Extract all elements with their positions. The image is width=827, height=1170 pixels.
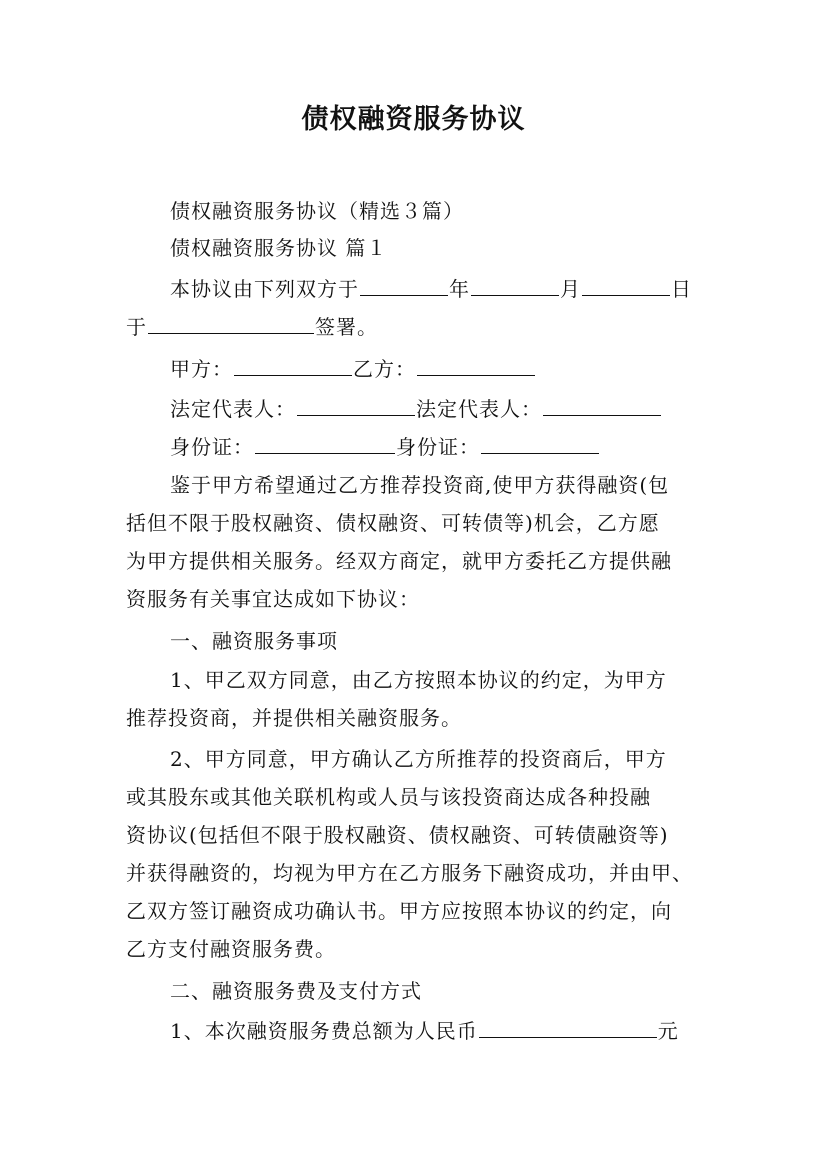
paragraph-line: 为甲方提供相关服务。经双方商定，就甲方委托乙方提供融 bbox=[126, 549, 672, 573]
intro-line bbox=[170, 271, 692, 307]
legal-rep-a-blank[interactable] bbox=[297, 393, 415, 416]
paragraph-line: 推荐投资商，并提供相关融资服务。 bbox=[126, 706, 462, 730]
month-label: 月 bbox=[560, 277, 581, 301]
section-heading-2: 二、融资服务费及支付方式 bbox=[170, 979, 422, 1003]
year-label: 年 bbox=[449, 277, 470, 301]
intro-line-2 bbox=[126, 309, 378, 345]
location-prefix: 于 bbox=[126, 315, 147, 339]
section-heading-1: 一、融资服务事项 bbox=[170, 629, 338, 653]
paragraph-line: 乙方支付融资服务费。 bbox=[126, 937, 336, 961]
fee-text: 1、本次融资服务费总额为人民币 bbox=[170, 1019, 478, 1043]
day-blank[interactable] bbox=[582, 273, 670, 296]
parties-line bbox=[170, 351, 536, 387]
id-card-b-label: 身份证： bbox=[396, 435, 480, 459]
signed-text: 签署。 bbox=[315, 315, 378, 339]
paragraph-line: 括但不限于股权融资、债权融资、可转债等)机会，乙方愿 bbox=[126, 511, 660, 535]
id-card-line bbox=[170, 429, 600, 465]
location-blank[interactable] bbox=[148, 311, 314, 334]
legal-rep-a-label: 法定代表人： bbox=[170, 397, 296, 421]
paragraph-line: 资协议(包括但不限于股权融资、债权融资、可转债融资等) bbox=[126, 823, 669, 847]
id-card-b-blank[interactable] bbox=[481, 431, 599, 454]
paragraph-line: 1、甲乙双方同意，由乙方按照本协议的约定，为甲方 bbox=[170, 668, 667, 692]
party-a-blank[interactable] bbox=[234, 353, 352, 376]
paragraph-line: 资服务有关事宜达成如下协议： bbox=[126, 587, 420, 611]
intro-text: 本协议由下列双方于 bbox=[170, 277, 359, 301]
paragraph-line: 鉴于甲方希望通过乙方推荐投资商,使甲方获得融资(包 bbox=[170, 473, 670, 497]
document-title: 债权融资服务协议 bbox=[301, 104, 526, 135]
legal-rep-b-blank[interactable] bbox=[543, 393, 661, 416]
legal-rep-b-label: 法定代表人： bbox=[416, 397, 542, 421]
party-b-blank[interactable] bbox=[417, 353, 535, 376]
legal-rep-line bbox=[170, 391, 662, 427]
section-heading: 债权融资服务协议 篇１ bbox=[170, 236, 388, 260]
month-blank[interactable] bbox=[471, 273, 559, 296]
year-blank[interactable] bbox=[360, 273, 448, 296]
paragraph-line: 并获得融资的，均视为甲方在乙方服务下融资成功，并由甲、 bbox=[126, 861, 693, 885]
party-a-label: 甲方： bbox=[170, 357, 233, 381]
fee-unit: 元 bbox=[657, 1019, 679, 1043]
paragraph-line: 2、甲方同意，甲方确认乙方所推荐的投资商后，甲方 bbox=[170, 747, 667, 771]
paragraph-line: 乙双方签订融资成功确认书。甲方应按照本协议的约定，向 bbox=[126, 899, 672, 923]
fee-line bbox=[170, 1013, 679, 1049]
subtitle: 债权融资服务协议（精选３篇） bbox=[170, 199, 464, 223]
party-b-label: 乙方： bbox=[353, 357, 416, 381]
id-card-a-blank[interactable] bbox=[255, 431, 395, 454]
paragraph-line: 或其股东或其他关联机构或人员与该投资商达成各种投融 bbox=[126, 785, 651, 809]
fee-amount-blank[interactable] bbox=[479, 1015, 657, 1038]
day-label: 日 bbox=[671, 277, 692, 301]
id-card-a-label: 身份证： bbox=[170, 435, 254, 459]
